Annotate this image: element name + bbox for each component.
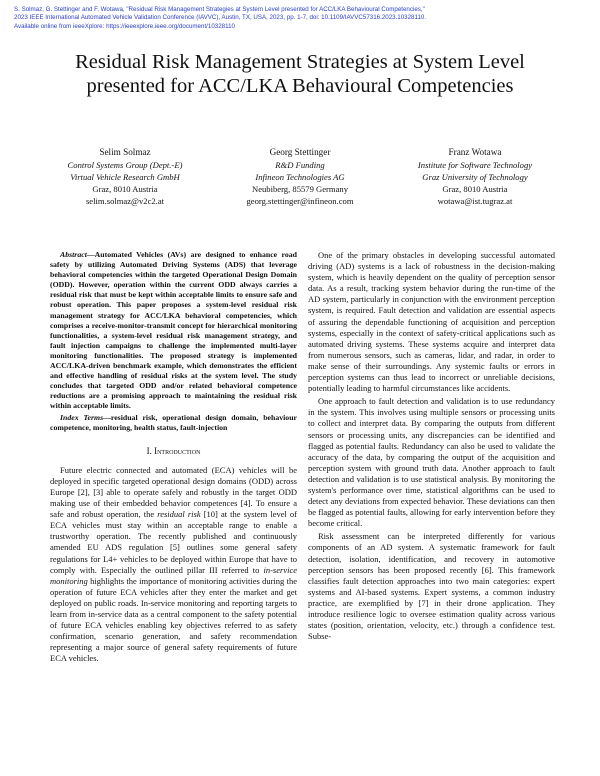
index-terms <box>50 413 297 433</box>
paper-title: Residual Risk Management Strategies at System Level presented for ACC/LKA Behavioural Competencies <box>75 51 525 97</box>
index-terms-text: —residual risk, operational design domain, behaviour competence, monitoring, health status, fault-injection <box>50 412 297 432</box>
text-run: Future electric connected and automated (ECA) vehicles will be deployed in specific targeted operational design domains (ODD) across Europe [2], [3] able to operate safely and robustly in the target ODD making use of their embedded behavior competences [4]. To ensure a safe and robust operation, the <box>50 464 297 520</box>
author-name: Franz Wotawa <box>448 147 502 157</box>
text-run: [10] at the system level of ECA vehicles must stay within an acceptable range to enable a trustworthy operation. The recently published and continuously amended EU ADS regulation [5] outlines some general safety regulations for L4+ vehicles to be deployed within Europe that have to comply with. Especially the outlined pillar III referred to <box>50 509 298 575</box>
author-3 <box>390 146 560 207</box>
body-paragraph: One approach to fault detection and validation is to use redundancy in the system. This involves using multiple sensors or processing units to collect and interpret data. By comparing the outputs from different sensors or processing units, any discrepancies can be identified and flagged as potential faults. Redundancy can also be used to validate the accuracy of the data, by comparing the output of the acquisition and perception system with ground truth data. Another approach to fault detection and validation is to use statistical analysis. By monitoring the system's performance over time, statistical algorithms can be used to detect any deviations from expected behavior. These deviations can then be flagged as potential faults, allowing for early intervention before they become critical. <box>308 396 555 529</box>
author-name: Selim Solmaz <box>99 147 151 157</box>
author-organization: Virtual Vehicle Research GmbH <box>70 172 180 182</box>
author-email[interactable]: georg.stettinger@infineon.com <box>246 196 354 206</box>
body-paragraph: One of the primary obstacles in developing successful automated driving (AD) systems is a lack of robustness in the decision-making system, which is heavily dependent on the quality of perception sensor data. As a result, tracking system behavior during the run-time of the AD system, particularly in conjunction with the environment perception system, is required. Fault detection and validation are essential aspects of assuring the dependable functioning of acquisition and perception systems, especially in the context of safety-critical applications such as automated driving systems. These systems acquire and interpret data from numerous sensors, such as cameras, lidar, and radar, in order to make sense of their surroundings. Any systemic faults or errors in perception systems can thus lead to incorrect or unreliable decisions, potentially leading to harmful circumstances like accidents. <box>308 250 555 394</box>
author-city: Graz, 8010 Austria <box>442 184 508 194</box>
author-email[interactable]: selim.solmaz@v2c2.at <box>85 196 165 206</box>
author-email[interactable]: wotawa@ist.tugraz.at <box>437 196 513 206</box>
author-2 <box>215 146 385 207</box>
author-affiliation: R&D Funding <box>275 160 325 170</box>
abstract-text: —Automated Vehicles (AVs) are designed to enhance road safety by utilizing Automated Driving Systems (ADS) that leverage behavioral competencies within the targeted Operational Design Domain (ODD). However, operation within the current ODD always carries a residual risk that must be kept within acceptable limits to ensure safe and robust operation. This paper proposes a system-level residual risk management strategy for ACC/LKA behavioral competencies, which comprises a receive-monitor-transmit concept for hierarchical monitoring functionalities, a system-level residual risk management strategy, and fault injection campaigns to challenge the implemented multi-layer monitoring functionalities. The proposed strategy is implemented ACC/LKA-driven benchmark example, which demonstrates the efficient and effective handling of residual risks at the system level. The study concludes that targeted ODD and/or related behavioral competence reductions are a promising approach to maintaining the residual risk within acceptable limits. <box>50 250 297 411</box>
author-organization: Graz University of Technology <box>422 172 528 182</box>
author-city: Graz, 8010 Austria <box>92 184 158 194</box>
author-city: Neubiberg, 85579 Germany <box>251 184 349 194</box>
abstract <box>50 250 297 412</box>
abstract-lead: Abstract <box>60 250 87 259</box>
intro-paragraph <box>50 465 297 665</box>
body-paragraph: Risk assessment can be interpreted differently for various components of an AD system. A systematic framework for fault detection, isolation, identification, and recovery in automotive perception sensors has been proposed recently [6]. This framework classifies fault detection approaches into two main categories: expert systems and AI-based systems. Expert systems, a common industry practice, are exemplified by [7] in their drone application. They introduce resilience logic to oversee estimation quality across various states (position, orientation, velocity, etc.) through a confidence test. Subse- <box>308 531 555 642</box>
section-heading: I. Introduction <box>146 445 201 456</box>
text-run: highlights the importance of monitoring activities during the operation of future ECA vehicles after they enter the market and get deployed on public roads. In-service monitoring and reporting targets to learn from in-service data as a central component to the safety potential of future ECA vehicles enabling key objectives referred to as safety confirmation, scenario generation, and safety recommendation representing a major source of general safety requirements of future ECA vehicles. <box>50 575 297 664</box>
author-affiliation: Institute for Software Technology <box>417 160 533 170</box>
right-column <box>308 250 555 644</box>
left-column <box>50 250 297 666</box>
citation-header[interactable]: S. Solmaz, G. Stettinger and F. Wotawa, "Residual Risk Management Strategies at System Level presented for ACC/LKA Behavioural Competencies," 2023 IEEE International Automated Vehicle Validation Conference (IAVVC), Austin, TX, USA, 2023, pp. 1-7, doi: 10.1109/IAVVC57316.2023.10328110. Available online from ieeeXplore: https://ieeexplore.ieee.org/document/10328110 <box>14 6 427 30</box>
author-organization: Infineon Technologies AG <box>255 172 345 182</box>
author-name: Georg Stettinger <box>269 147 331 157</box>
author-block <box>40 146 560 207</box>
emphasis: residual risk <box>157 509 201 520</box>
author-affiliation: Control Systems Group (Dept.-E) <box>67 160 183 170</box>
emphasis: in-service monitoring <box>50 564 297 586</box>
index-terms-lead: Index Terms <box>60 412 104 422</box>
author-1 <box>40 146 210 207</box>
